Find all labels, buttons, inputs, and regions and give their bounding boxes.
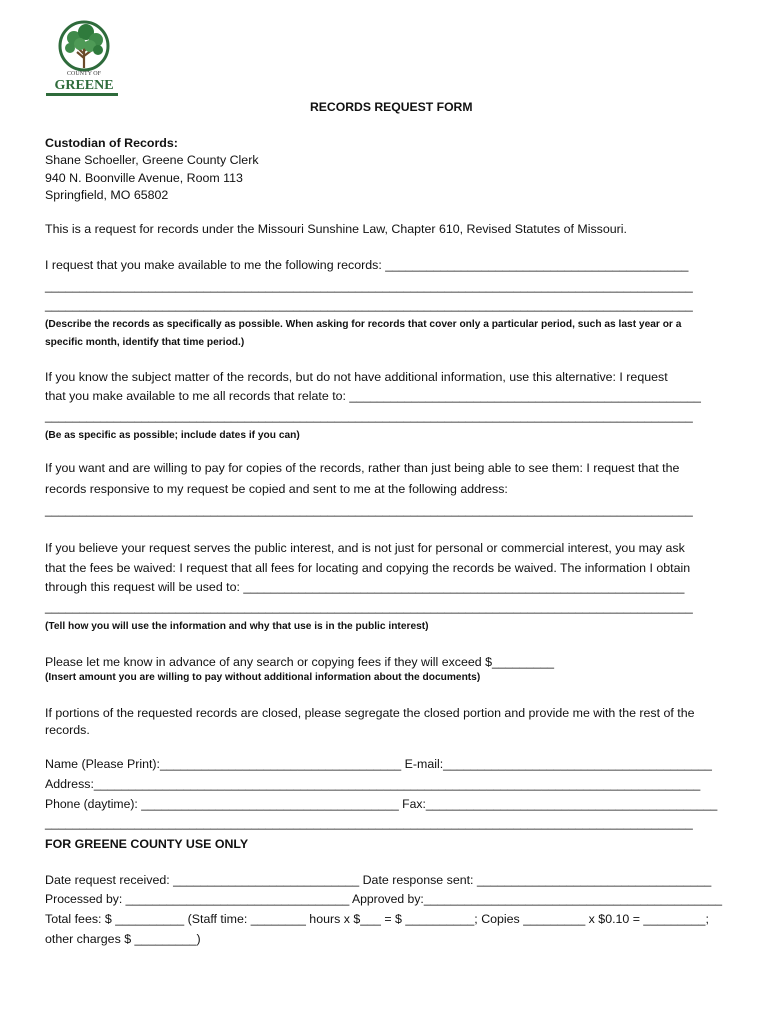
records-blank-line[interactable]: ______________________________________________________________________________________________ <box>45 298 693 312</box>
copies-text: If you want and are willing to pay for copies of the records, rather than just being able to see them: I request that the <box>45 461 680 475</box>
subject-blank-line[interactable]: ______________________________________________________________________________________________ <box>45 409 693 423</box>
describe-note: (Describe the records as specifically as possible. When asking for records that cover only a particular period, such as last year or a <box>45 319 682 330</box>
processed-approved-fields[interactable]: Processed by: _________________________________ Approved by:____________________________________________ <box>45 892 723 906</box>
alternative-text: If you know the subject matter of the records, but do not have additional information, use this alternative: I request <box>45 370 668 384</box>
svg-text:COUNTY OF: COUNTY OF <box>67 71 101 77</box>
greene-county-logo <box>44 18 120 98</box>
address-blank-line[interactable]: ______________________________________________________________________________________________ <box>45 503 693 517</box>
phone-fax-field[interactable]: Phone (daytime): ______________________________________ Fax:___________________________________________ <box>45 797 718 811</box>
name-email-field[interactable]: Name (Please Print):___________________________________ E-mail:_______________________________________ <box>45 757 712 771</box>
custodian-city: Springfield, MO 65802 <box>45 188 169 202</box>
waiver-text-cont: that the fees be waived: I request that all fees for locating and copying the records be waived. The information I obtain <box>45 561 691 575</box>
total-fees-fields[interactable]: Total fees: $ __________ (Staff time: ________ hours x $___ = $ __________; Copies _________ x $0.10 = _________; <box>45 912 709 926</box>
records-blank-line[interactable]: ______________________________________________________________________________________________ <box>45 279 693 293</box>
address-field[interactable]: Address:________________________________________________________________________________________ <box>45 777 701 791</box>
fee-limit-field[interactable]: Please let me know in advance of any search or copying fees if they will exceed $_________ <box>45 655 555 669</box>
custodian-street: 940 N. Boonville Avenue, Room 113 <box>45 171 243 185</box>
public-interest-note: (Tell how you will use the information and why that use is in the public interest) <box>45 621 429 632</box>
date-fields[interactable]: Date request received: ___________________________ Date response sent: __________________________________ <box>45 873 712 887</box>
closed-records-text: If portions of the requested records are closed, please segregate the closed portion and provide me with the rest of the <box>45 706 695 720</box>
office-use-heading: FOR GREENE COUNTY USE ONLY <box>45 837 249 851</box>
copies-text-cont: records responsive to my request be copied and sent to me at the following address: <box>45 482 508 496</box>
describe-note-cont: specific month, identify that time period.) <box>45 337 245 348</box>
waiver-text: If you believe your request serves the public interest, and is not just for personal or commercial interest, you may ask <box>45 541 685 555</box>
form-title: RECORDS REQUEST FORM <box>310 100 473 114</box>
other-charges-field[interactable]: other charges $ _________) <box>45 932 201 946</box>
waiver-use-field[interactable]: through this request will be used to: ________________________________________________________________ <box>45 580 685 594</box>
intro-text: This is a request for records under the Missouri Sunshine Law, Chapter 610, Revised Statutes of Missouri. <box>45 222 627 236</box>
waiver-blank-line[interactable]: ______________________________________________________________________________________________ <box>45 600 693 614</box>
custodian-heading: Custodian of Records: <box>45 136 178 150</box>
svg-text:GREENE: GREENE <box>54 78 114 93</box>
subject-matter-field[interactable]: that you make available to me all records that relate to: ___________________________________________________ <box>45 389 701 403</box>
custodian-name: Shane Schoeller, Greene County Clerk <box>45 153 259 167</box>
specific-note: (Be as specific as possible; include dates if you can) <box>45 430 300 441</box>
separator-line: ______________________________________________________________________________________________ <box>45 816 693 830</box>
fee-limit-note: (Insert amount you are willing to pay without additional information about the documents) <box>45 672 481 683</box>
closed-records-text-cont: records. <box>45 723 90 737</box>
records-request-field[interactable]: I request that you make available to me the following records: ____________________________________________ <box>45 258 689 272</box>
